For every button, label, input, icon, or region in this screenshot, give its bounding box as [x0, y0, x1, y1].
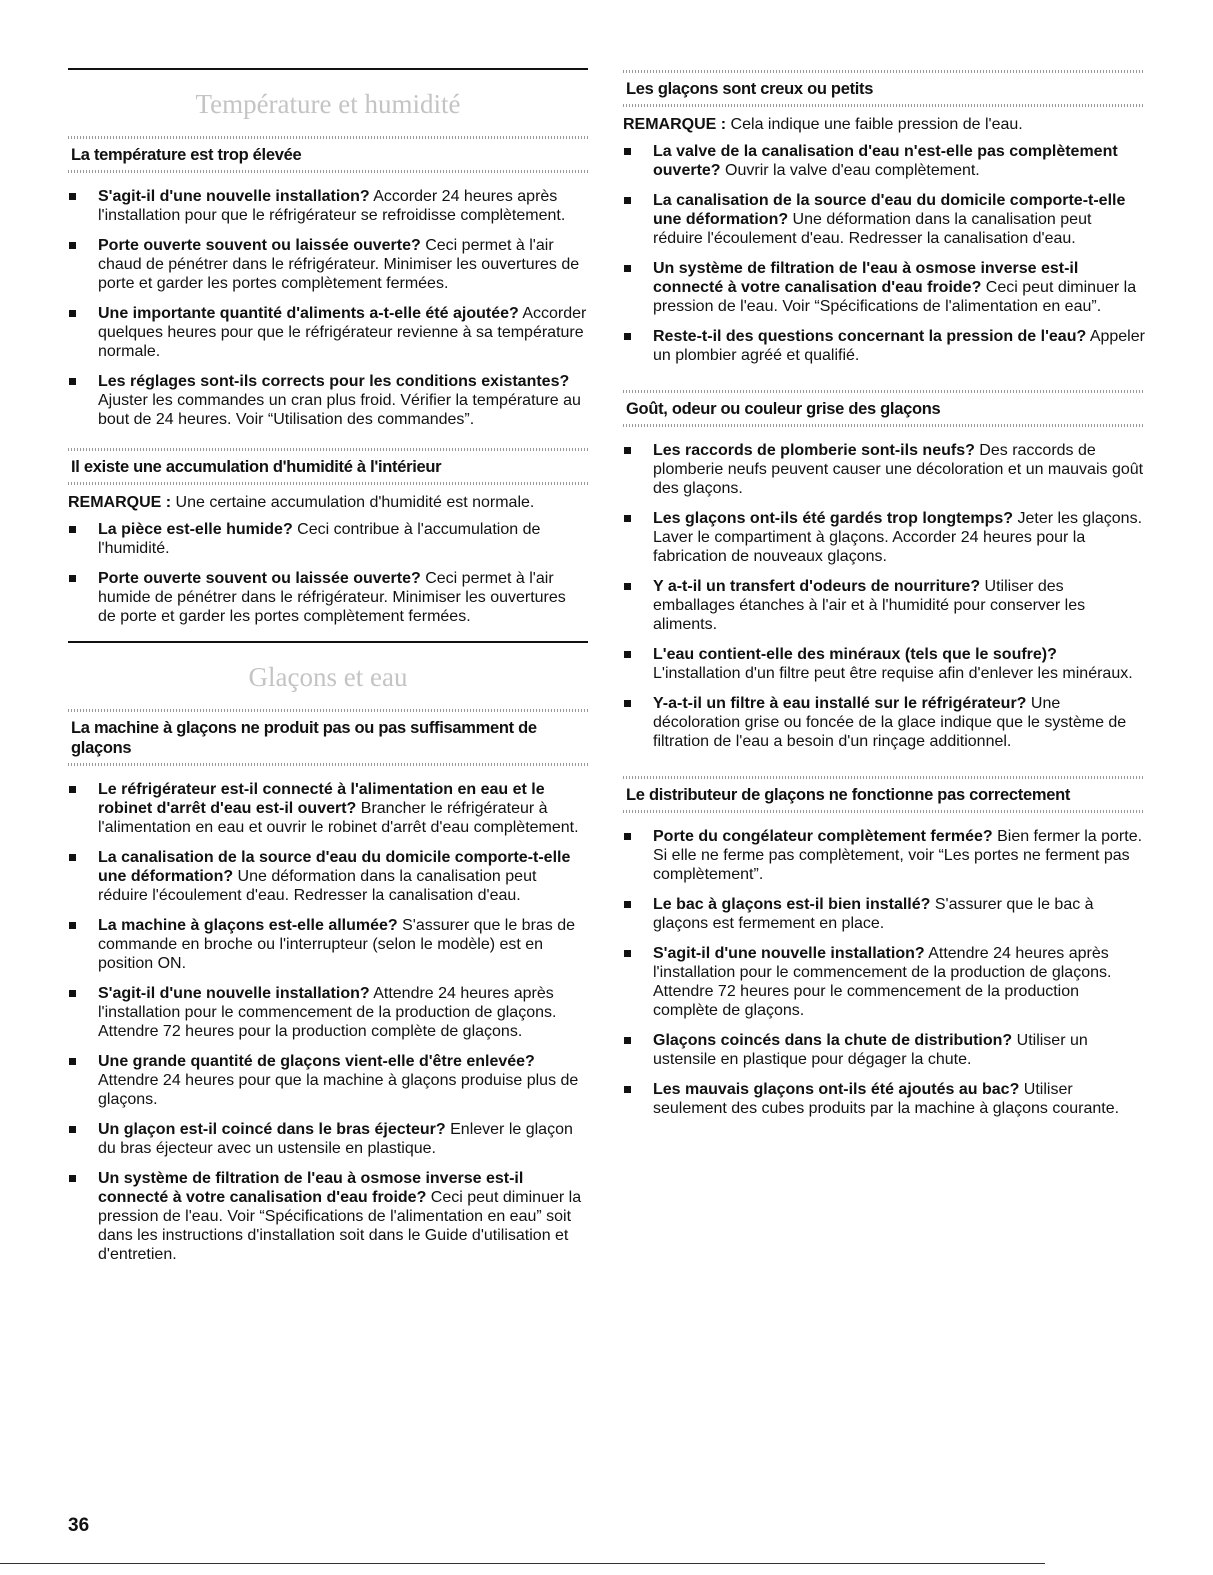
item-answer: S'assurer que le bras de commande en broche ou l'interrupteur (selon le modèle) est en position ON. [98, 917, 576, 972]
bullet-square-icon [624, 833, 631, 840]
item-question: Une importante quantité d'aliments a-t-elle été ajoutée? [98, 305, 519, 322]
bullet-square-icon [69, 1175, 76, 1182]
item-question: Reste-t-il des questions concernant la pression de l'eau? [653, 328, 1087, 345]
item-answer: Accorder 24 heures après l'installation pour que le réfrigérateur se refroidisse complètement. [98, 188, 566, 224]
list-item [623, 694, 1145, 751]
bullet-square-icon [69, 922, 76, 929]
list-item [68, 520, 588, 558]
bullet-square-icon [624, 583, 631, 590]
subheading: Goût, odeur ou couleur grise des glaçons [623, 390, 1145, 427]
bullet-square-icon [624, 333, 631, 340]
list-item [68, 569, 588, 626]
item-answer: Brancher le réfrigérateur à l'alimentation en eau et ouvrir le robinet d'arrêt d'eau complètement. [98, 800, 579, 836]
list-item [623, 895, 1145, 933]
bullet-square-icon [69, 990, 76, 997]
bullet-list [623, 827, 1145, 1118]
bullet-square-icon [69, 1126, 76, 1133]
item-question: Y-a-t-il un filtre à eau installé sur le réfrigérateur? [653, 695, 1027, 712]
item-question: S'agit-il d'une nouvelle installation? [653, 945, 925, 962]
left-column [68, 0, 588, 1275]
item-question: La valve de la canalisation d'eau n'est-elle pas complètement ouverte? [653, 143, 1118, 179]
item-question: Les glaçons ont-ils été gardés trop longtemps? [653, 510, 1014, 527]
item-answer: Ceci permet à l'air chaud de pénétrer dans le réfrigérateur. Minimiser les ouvertures de porte et garder les portes complètement fermées. [98, 237, 580, 292]
item-question: Le bac à glaçons est-il bien installé? [653, 896, 931, 913]
subheading: La machine à glaçons ne produit pas ou pas suffisamment de glaçons [68, 709, 588, 766]
item-answer: Attendre 24 heures après l'installation pour le commencement de la production de glaçons. Attendre 72 heures pour la production complète de glaçons. [98, 985, 557, 1040]
bullet-square-icon [69, 310, 76, 317]
item-answer: Ajuster les commandes un cran plus froid. Vérifier la température au bout de 24 heures. Voir “Utilisation des commandes”. [98, 392, 581, 428]
list-item [623, 577, 1145, 634]
bullet-square-icon [624, 197, 631, 204]
bottom-rule [0, 1563, 1045, 1564]
item-question: S'agit-il d'une nouvelle installation? [98, 188, 370, 205]
bullet-square-icon [69, 526, 76, 533]
bullet-square-icon [69, 575, 76, 582]
item-answer: Une déformation dans la canalisation peut réduire l'écoulement d'eau. Redresser la canalisation d'eau. [98, 868, 537, 904]
item-question: La canalisation de la source d'eau du domicile comporte-t-elle une déformation? [98, 849, 571, 885]
item-answer: Utiliser seulement des cubes produits par la machine à glaçons courante. [653, 1081, 1120, 1117]
item-question: La machine à glaçons est-elle allumée? [98, 917, 398, 934]
list-item [68, 848, 588, 905]
item-answer: Ceci peut diminuer la pression de l'eau. Voir “Spécifications de l'alimentation en eau” soit dans les instructions d'installation soit dans le Guide d'utilisation et d'entretien. [98, 1189, 582, 1263]
bullet-square-icon [69, 193, 76, 200]
subheading: Le distributeur de glaçons ne fonctionne pas correctement [623, 776, 1145, 813]
note: REMARQUE : Une certaine accumulation d'humidité est normale. [68, 494, 535, 511]
section-title-temperature: Température et humidité [195, 89, 461, 119]
bullet-square-icon [624, 447, 631, 454]
item-answer: Bien fermer la porte. Si elle ne ferme pas complètement, voir “Les portes ne ferment pas complètement”. [653, 828, 1143, 883]
item-question: Les mauvais glaçons ont-ils été ajoutés au bac? [653, 1081, 1020, 1098]
item-answer: Accorder quelques heures pour que le réfrigérateur revienne à sa température normale. [98, 305, 587, 360]
bullet-list [68, 780, 588, 1264]
item-question: Un système de filtration de l'eau à osmose inverse est-il connecté à votre canalisation d'eau froide? [653, 260, 1079, 296]
list-item [623, 259, 1145, 316]
bullet-square-icon [624, 1037, 631, 1044]
item-question: Porte ouverte souvent ou laissée ouverte? [98, 570, 421, 587]
list-item [68, 1169, 588, 1264]
item-question: Y a-t-il un transfert d'odeurs de nourriture? [653, 578, 981, 595]
item-question: La canalisation de la source d'eau du domicile comporte-t-elle une déformation? [653, 192, 1126, 228]
bullet-square-icon [624, 651, 631, 658]
item-answer: Attendre 24 heures après l'installation pour le commencement de la production de glaçons. Attendre 72 heures pour le commencement de la production complète de glaçons. [653, 945, 1112, 1019]
bullet-square-icon [624, 901, 631, 908]
subheading: La température est trop élevée [68, 136, 588, 173]
item-question: Porte du congélateur complètement fermée? [653, 828, 993, 845]
bullet-square-icon [624, 950, 631, 957]
bullet-square-icon [69, 242, 76, 249]
list-item [68, 1120, 588, 1158]
list-item [68, 187, 588, 225]
list-item [623, 944, 1145, 1020]
list-item [68, 1052, 588, 1109]
bullet-list [68, 187, 588, 429]
item-answer: L'installation d'un filtre peut être requise afin d'enlever les minéraux. [653, 665, 1133, 682]
item-question: Un système de filtration de l'eau à osmose inverse est-il connecté à votre canalisation d'eau froide? [98, 1170, 524, 1206]
list-item [623, 509, 1145, 566]
section-rule [68, 641, 588, 643]
item-answer: Enlever le glaçon du bras éjecteur avec un ustensile en plastique. [98, 1121, 573, 1157]
bullet-square-icon [624, 515, 631, 522]
bullet-square-icon [69, 378, 76, 385]
section-rule [68, 68, 588, 70]
list-item [68, 304, 588, 361]
list-item [623, 645, 1145, 683]
list-item [68, 236, 588, 293]
bullet-square-icon [624, 148, 631, 155]
list-item [623, 327, 1145, 365]
item-answer: Ceci permet à l'air humide de pénétrer dans le réfrigérateur. Minimiser les ouvertures de porte et garder les portes complètement fermées. [98, 570, 566, 625]
item-answer: Utiliser un ustensile en plastique pour dégager la chute. [653, 1032, 1088, 1068]
item-answer: Des raccords de plomberie neufs peuvent causer une décoloration et un mauvais goût des glaçons. [653, 442, 1144, 497]
item-answer: Ceci peut diminuer la pression de l'eau. Voir “Spécifications de l'alimentation en eau”. [653, 279, 1137, 315]
list-item [623, 1080, 1145, 1118]
bullet-square-icon [624, 265, 631, 272]
item-question: Le réfrigérateur est-il connecté à l'alimentation en eau et le robinet d'arrêt d'eau est-il ouvert? [98, 781, 545, 817]
item-answer: Ouvrir la valve d'eau complètement. [720, 162, 980, 179]
item-answer: Appeler un plombier agréé et qualifié. [653, 328, 1145, 364]
item-answer: Une décoloration grise ou foncée de la glace indique que le système de filtration de l'eau a besoin d'un rinçage additionnel. [653, 695, 1127, 750]
subheading: Il existe une accumulation d'humidité à l'intérieur [68, 448, 588, 485]
item-question: S'agit-il d'une nouvelle installation? [98, 985, 370, 1002]
bullet-square-icon [69, 786, 76, 793]
bullet-square-icon [69, 1058, 76, 1065]
section-title-ice-water: Glaçons et eau [248, 662, 408, 692]
item-question: Les réglages sont-ils corrects pour les conditions existantes? [98, 373, 570, 390]
bullet-list [623, 142, 1145, 365]
list-item [68, 780, 588, 837]
list-item [68, 916, 588, 973]
item-question: Un glaçon est-il coincé dans le bras éjecteur? [98, 1121, 446, 1138]
item-question: Une grande quantité de glaçons vient-elle d'être enlevée? [98, 1053, 535, 1070]
list-item [68, 984, 588, 1041]
item-answer: Une déformation dans la canalisation peut réduire l'écoulement d'eau. Redresser la canalisation d'eau. [653, 211, 1092, 247]
item-answer: S'assurer que le bac à glaçons est fermement en place. [653, 896, 1094, 932]
item-question: Les raccords de plomberie sont-ils neufs? [653, 442, 975, 459]
note: REMARQUE : Cela indique une faible pression de l'eau. [623, 116, 1023, 133]
bullet-square-icon [624, 1086, 631, 1093]
bullet-square-icon [69, 854, 76, 861]
page-number: 36 [68, 1515, 90, 1536]
bullet-list [68, 520, 588, 626]
item-answer: Utiliser des emballages étanches à l'air et à l'humidité pour conserver les aliments. [653, 578, 1086, 633]
item-question: Glaçons coincés dans la chute de distribution? [653, 1032, 1013, 1049]
bullet-list [623, 441, 1145, 751]
item-question: Porte ouverte souvent ou laissée ouverte? [98, 237, 421, 254]
item-answer: Jeter les glaçons. Laver le compartiment à glaçons. Accorder 24 heures pour la fabrication de nouveaux glaçons. [653, 510, 1143, 565]
bullet-square-icon [624, 700, 631, 707]
list-item [623, 1031, 1145, 1069]
list-item [623, 441, 1145, 498]
item-question: La pièce est-elle humide? [98, 521, 293, 538]
list-item [623, 191, 1145, 248]
list-item [623, 142, 1145, 180]
item-answer: Attendre 24 heures pour que la machine à glaçons produise plus de glaçons. [98, 1072, 579, 1108]
list-item [623, 827, 1145, 884]
item-question: L'eau contient-elle des minéraux (tels que le soufre)? [653, 646, 1057, 663]
subheading: Les glaçons sont creux ou petits [623, 70, 1145, 107]
right-column [623, 0, 1145, 1129]
item-answer: Ceci contribue à l'accumulation de l'humidité. [98, 521, 541, 557]
list-item [68, 372, 588, 429]
